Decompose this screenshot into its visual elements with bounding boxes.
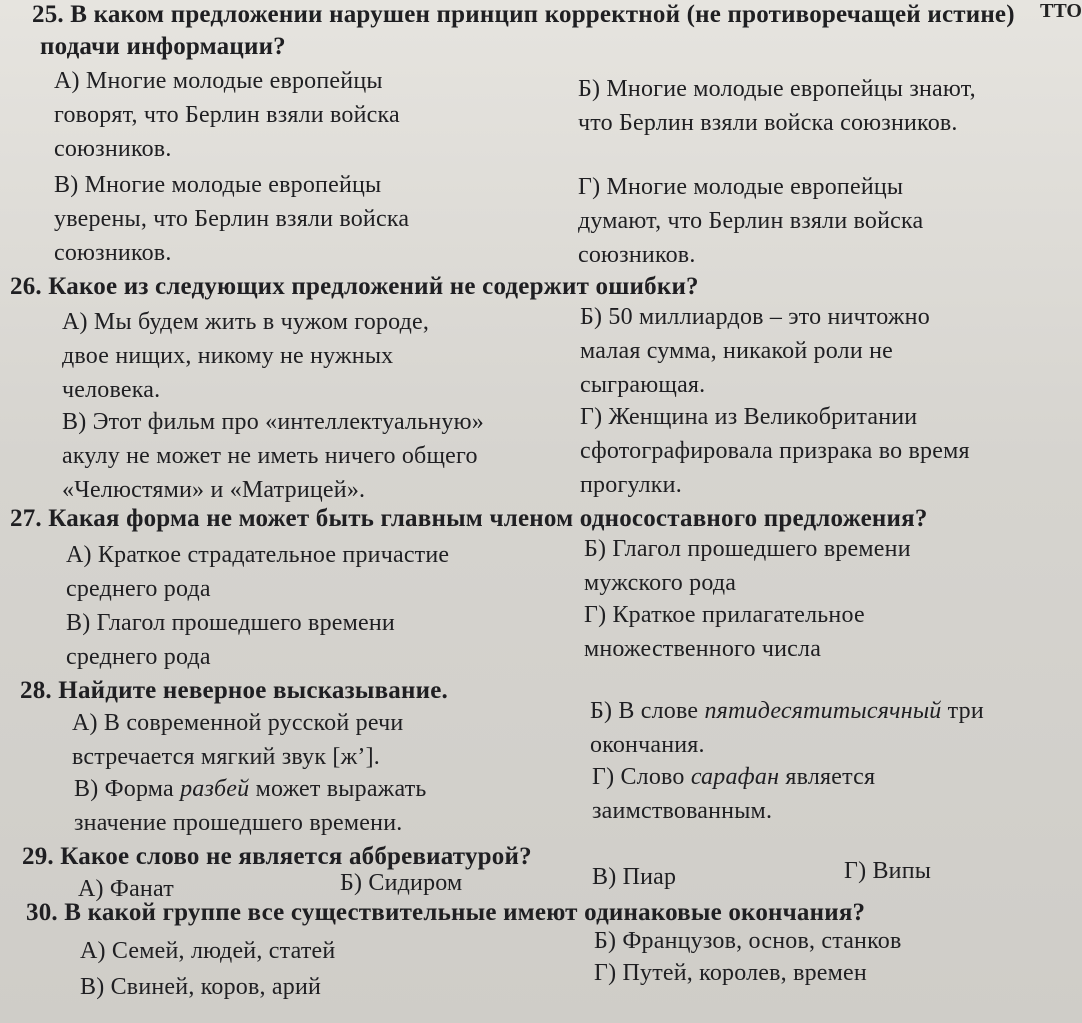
q28-option-g-line2: заимствованным. [592, 798, 773, 824]
q25-option-a: А) Многие молодые европейцы говорят, что Берлин взяли войска союзников. [54, 68, 400, 162]
q29-option-g: Г) Випы [844, 858, 932, 884]
q28-option-b-post: три [941, 698, 984, 724]
q25-title-line1: 25. В каком предложении нарушен принцип корректной (не противоречащей истине) [32, 1, 1015, 28]
q27-option-b: Б) Глагол прошедшего времени мужского рода [584, 536, 911, 596]
q28-option-a [72, 706, 403, 774]
q28-option-v-pre: В) Форма [74, 776, 181, 802]
q28-option-b-word: пятидесятитысячный [704, 698, 942, 724]
q27-option-v: В) Глагол прошедшего времени среднего рода [66, 610, 395, 670]
q29-title: 29. Какое слово не является аббревиатурой? [22, 843, 532, 870]
q28-option-v-line2: значение прошедшего времени. [74, 810, 403, 836]
q28-option-a-line1: А) В современной русской речи [72, 710, 404, 736]
q28-option-g [592, 760, 875, 828]
q28-option-v-post: может выражать [249, 776, 427, 802]
q28-option-v [74, 772, 427, 840]
q28-option-g-word: сарафан [690, 764, 780, 790]
q26-option-b: Б) 50 миллиардов – это ничтожно малая сумма, никакой роли не сыграющая. [580, 304, 930, 398]
q25-title-line2: подачи информации? [40, 33, 286, 60]
q25-option-b: Б) Многие молодые европейцы знают, что Берлин взяли войска союзников. [578, 76, 976, 136]
q29-option-v: В) Пиар [592, 864, 677, 890]
q27-option-a: А) Краткое страдательное причастие среднего рода [66, 542, 450, 602]
q26-option-g: Г) Женщина из Великобритании сфотографировала призрака во время прогулки. [580, 404, 970, 498]
q28-option-g-post: является [779, 764, 876, 790]
page-corner-text: TTO [1040, 0, 1082, 22]
q28-option-b-line2: окончания. [590, 732, 705, 758]
q30-option-v: В) Свиней, коров, арий [80, 974, 322, 1000]
q28-option-b [590, 694, 984, 762]
q30-option-b: Б) Французов, основ, станков [594, 928, 902, 954]
q30-option-a: А) Семей, людей, статей [80, 938, 336, 964]
q26-option-v: В) Этот фильм про «интеллектуальную» акулу не может не иметь ничего общего «Челюстями» и «Матрицей». [62, 409, 484, 503]
q25-option-v: В) Многие молодые европейцы уверены, что Берлин взяли войска союзников. [54, 172, 410, 266]
q30-title: 30. В какой группе все существительные имеют одинаковые окончания? [26, 899, 866, 926]
q26-option-a: А) Мы будем жить в чужом городе, двое нищих, никому не нужных человека. [62, 309, 430, 403]
q25-option-g: Г) Многие молодые европейцы думают, что Берлин взяли войска союзников. [578, 174, 924, 268]
q28-option-a-line2: встречается мягкий звук [ж’]. [72, 744, 380, 770]
q27-title: 27. Какая форма не может быть главным членом односоставного предложения? [10, 505, 928, 532]
q28-title: 28. Найдите неверное высказывание. [20, 677, 448, 704]
q28-option-b-pre: Б) В слове [590, 698, 705, 724]
q30-option-g: Г) Путей, королев, времен [594, 960, 867, 986]
q29-option-b: Б) Сидиром [340, 870, 463, 896]
q26-title: 26. Какое из следующих предложений не содержит ошибки? [10, 273, 699, 300]
q28-option-v-word: разбей [180, 776, 250, 802]
q28-option-g-pre: Г) Слово [592, 764, 691, 790]
q27-option-g: Г) Краткое прилагательное множественного числа [584, 602, 865, 662]
q29-option-a: А) Фанат [78, 876, 174, 902]
